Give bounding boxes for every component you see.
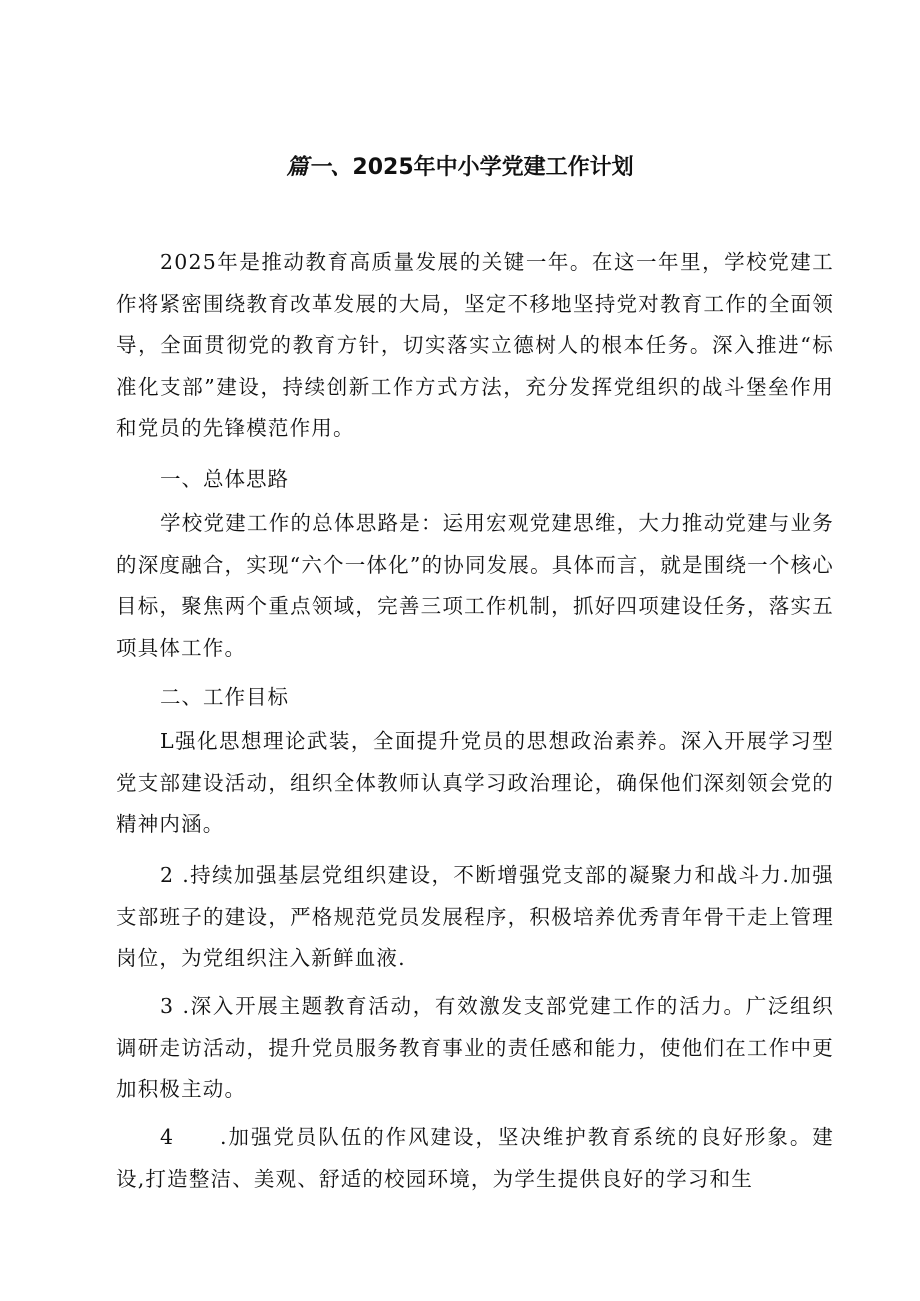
goal-item-4-text: .加强党员队伍的作风建设，坚决维护教育系统的良好形象。建设,打造整洁、美观、舒适的校园环境，为学生提供良好的学习和生 <box>116 1125 834 1191</box>
goal-item-1-text: 强化思想理论武装，全面提升党员的思想政治素养。深入开展学习型党支部建设活动，组织全体教师认真学习政治理论，确保他们深刻领会党的精神内涵。 <box>116 729 834 836</box>
goal-item-2-text: .持续加强基层党组织建设，不断增强党支部的凝聚力和战斗力.加强支部班子的建设，严格规范党员发展程序，积极培养优秀青年骨干走上管理岗位，为党组织注入新鲜血液. <box>116 863 834 970</box>
goal-item-4-number: 4 <box>160 1125 175 1149</box>
title-text: 2025年中小学党建工作计划 <box>352 155 634 180</box>
goal-item-2-number: 2 <box>160 863 175 887</box>
goal-item-3 <box>116 986 834 1111</box>
overall-text: 学校党建工作的总体思路是：运用宏观党建思维，大力推动党建与业务的深度融合，实现“六个一体化”的协同发展。具体而言，就是围绕一个核心目标，聚焦两个重点领域，完善三项工作机制，抓好四项建设任务，落实五项具体工作。 <box>116 511 834 660</box>
title-lead: 篇一、 <box>286 155 353 180</box>
goal-item-3-number: 3 <box>160 994 175 1018</box>
section-heading-overall: 一、总体思路 <box>160 467 289 491</box>
section-heading-goals: 二、工作目标 <box>160 685 289 709</box>
overall-paragraph <box>116 503 834 669</box>
goal-item-2 <box>116 855 834 980</box>
goal-item-4 <box>116 1117 834 1200</box>
goal-item-1-number: L <box>160 729 175 753</box>
goal-item-1 <box>116 721 834 846</box>
document-title <box>0 150 920 181</box>
intro-text: 2025年是推动教育高质量发展的关键一年。在这一年里，学校党建工作将紧密围绕教育改革发展的大局，坚定不移地坚持党对教育工作的全面领导，全面贯彻党的教育方针，切实落实立德树人的根本任务。深入推进“标准化支部”建设，持续创新工作方式方法，充分发挥党组织的战斗堡垒作用和党员的先锋模范作用。 <box>116 250 834 440</box>
intro-paragraph <box>116 242 834 450</box>
goal-item-3-text: .深入开展主题教育活动，有效激发支部党建工作的活力。广泛组织调研走访活动，提升党员服务教育事业的责任感和能力，使他们在工作中更加积极主动。 <box>116 994 834 1101</box>
